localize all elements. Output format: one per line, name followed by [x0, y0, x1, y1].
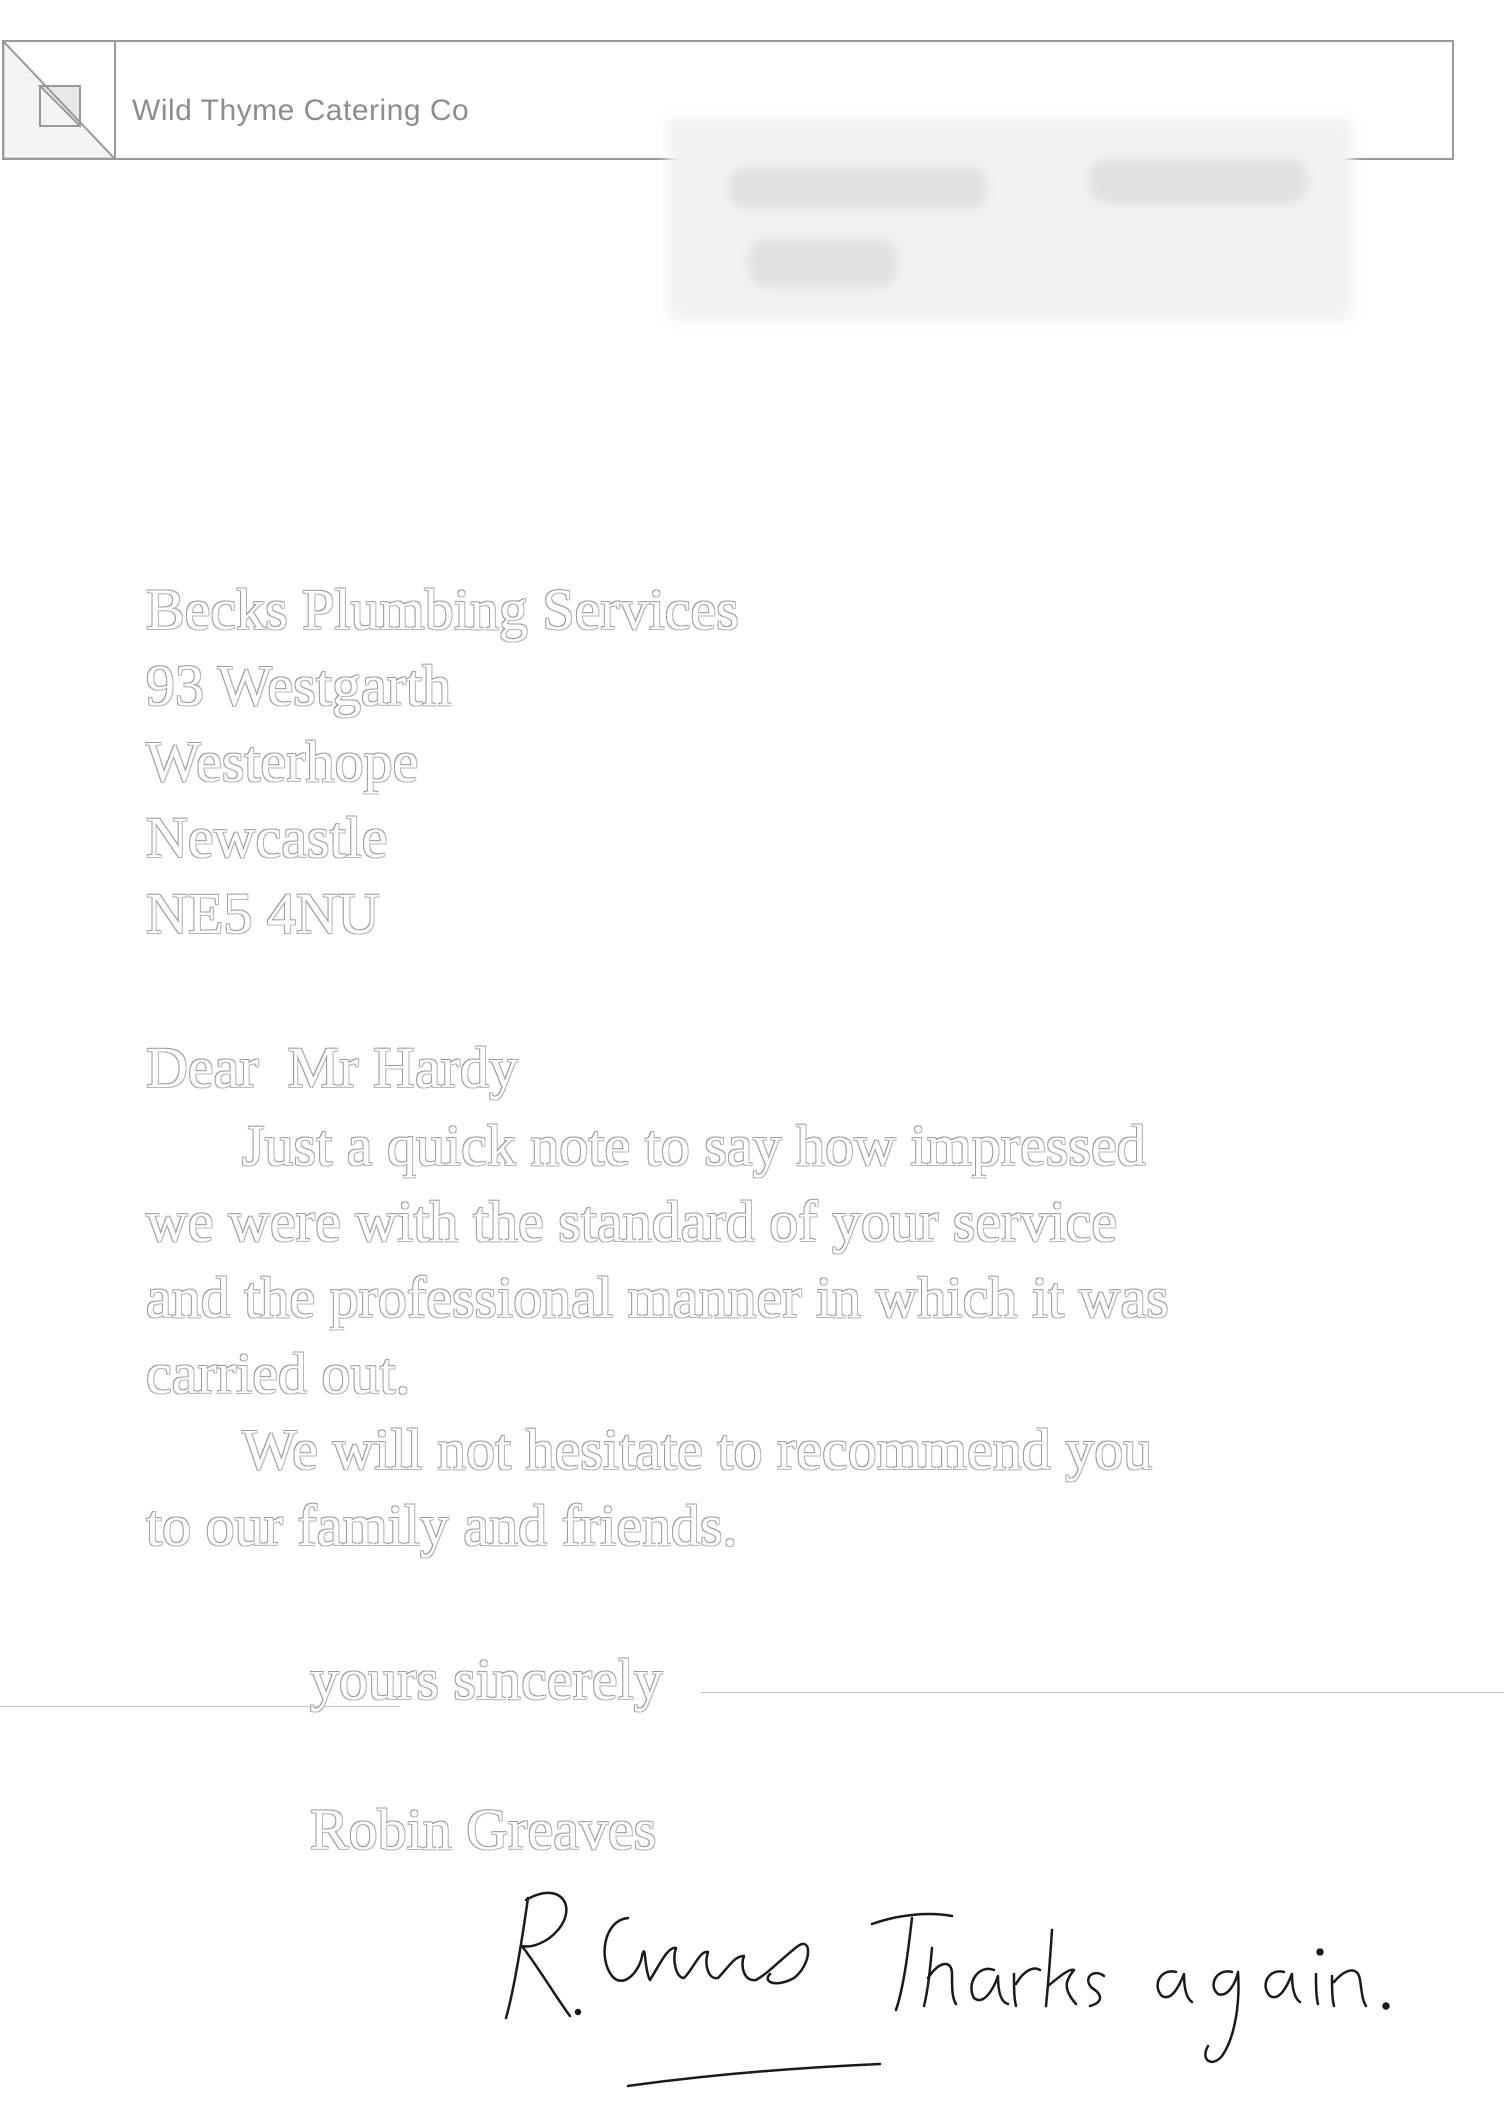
- handwritten-signature: [500, 1860, 1504, 2100]
- body-line: we were with the standard of your service: [146, 1189, 1118, 1254]
- address-line-city: Newcastle: [146, 805, 388, 870]
- signatory-name: Robin Greaves: [310, 1797, 657, 1862]
- salutation: Dear Mr Hardy: [146, 1035, 519, 1100]
- address-line-district: Westerhope: [146, 729, 419, 794]
- body-line: We will not hesitate to recommend you: [242, 1417, 1153, 1482]
- address-line-company: Becks Plumbing Services: [146, 577, 739, 642]
- body-line: to our family and friends.: [146, 1493, 738, 1558]
- body-line: and the professional manner in which it was: [146, 1265, 1169, 1330]
- body-line: Just a quick note to say how impressed: [242, 1113, 1146, 1178]
- redacted-region: [668, 118, 1352, 320]
- recipient-address: [146, 572, 739, 952]
- closing: yours sincerely: [310, 1647, 663, 1712]
- logo-triangle-icon: [4, 42, 114, 158]
- company-logo: [4, 42, 116, 158]
- company-name: Wild Thyme Catering Co: [132, 94, 470, 127]
- body-line: carried out.: [146, 1341, 411, 1406]
- scan-line: [700, 1692, 1504, 1693]
- address-line-street: 93 Westgarth: [146, 653, 452, 718]
- letter-body: [146, 1108, 1346, 1564]
- address-line-postcode: NE5 4NU: [146, 881, 380, 946]
